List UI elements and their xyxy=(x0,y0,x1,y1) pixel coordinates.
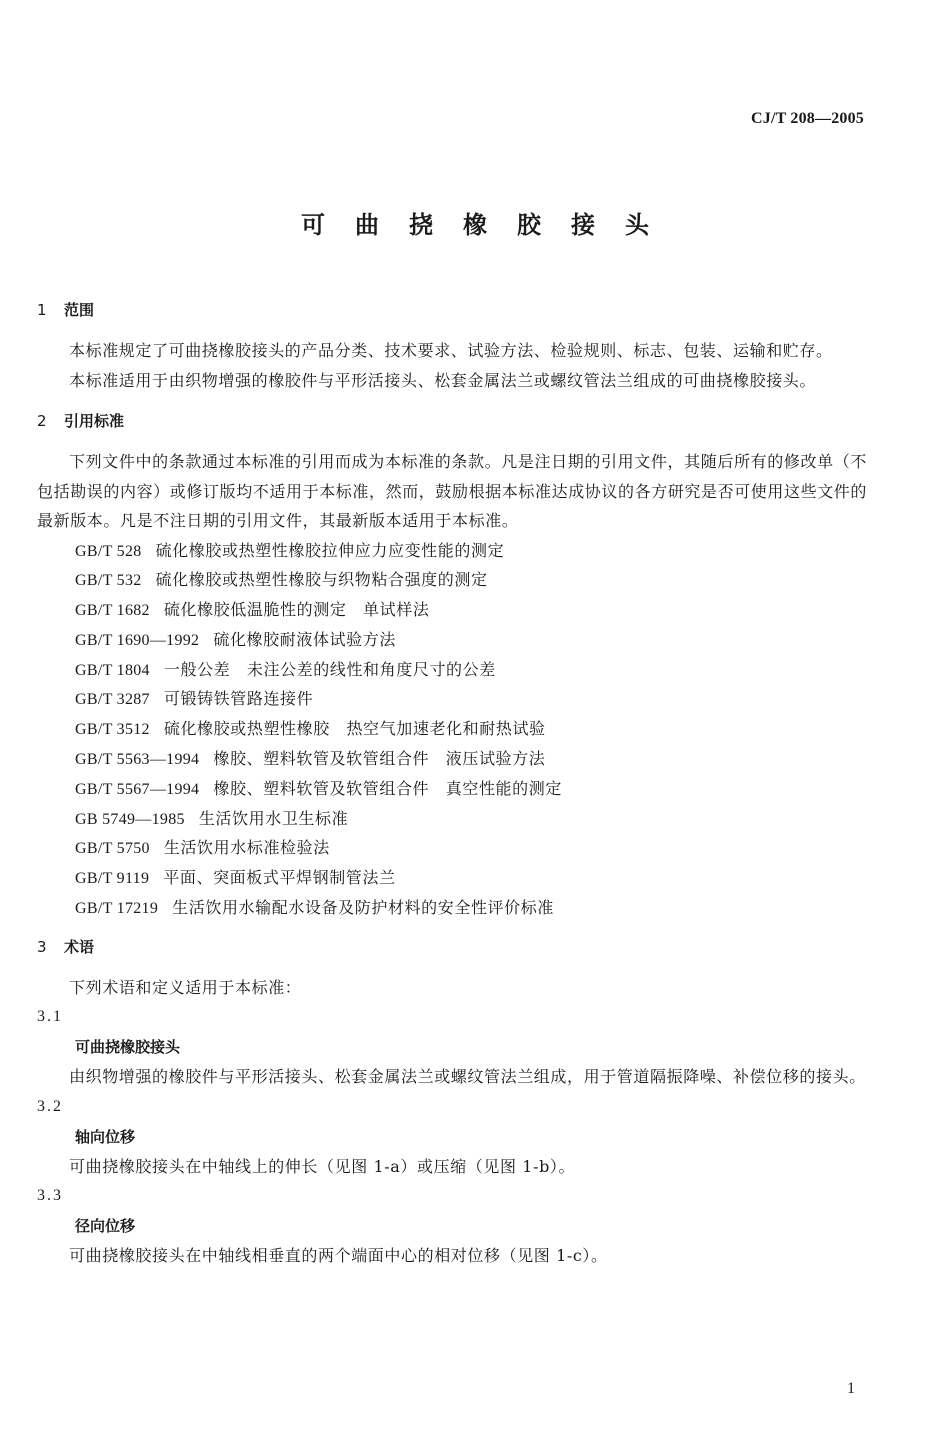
reference-code: GB 5749—1985 xyxy=(75,810,185,828)
document-code: CJ/T 208—2005 xyxy=(751,110,864,127)
reference-item xyxy=(37,684,867,714)
reference-title: 生活饮用水标准检验法 xyxy=(163,838,330,858)
term-definition: 可曲挠橡胶接头在中轴线相垂直的两个端面中心的相对位移（见图 1-c）。 xyxy=(69,1246,608,1266)
term-number: 3.2 xyxy=(37,1097,63,1115)
term-number: 3.3 xyxy=(37,1187,63,1205)
reference-code: GB/T 1682 xyxy=(75,602,150,620)
section-title: 范围 xyxy=(64,301,95,319)
page-number: 1 xyxy=(847,1380,855,1397)
reference-title: 生活饮用水输配水设备及防护材料的安全性评价标准 xyxy=(172,898,554,918)
term-name: 径向位移 xyxy=(75,1217,136,1236)
reference-title: 生活饮用水卫生标准 xyxy=(198,808,349,828)
reference-code: GB/T 17219 xyxy=(75,900,159,918)
section-heading-terms xyxy=(37,935,867,959)
section-number: 3 xyxy=(37,937,47,956)
term-name: 轴向位移 xyxy=(75,1127,136,1146)
reference-title: 橡胶、塑料软管及软管组合件 液压试验方法 xyxy=(213,749,546,769)
reference-code: GB/T 1690—1992 xyxy=(75,631,200,649)
reference-title: 硫化橡胶或热塑性橡胶与织物粘合强度的测定 xyxy=(155,570,488,590)
section-heading-references xyxy=(37,409,867,433)
scope-paragraph: 本标准适用于由织物增强的橡胶件与平形活接头、松套金属法兰或螺纹管法兰组成的可曲挠橡胶接头。 xyxy=(69,370,817,390)
reference-item xyxy=(37,893,867,923)
reference-title: 硫化橡胶或热塑性橡胶 热空气加速老化和耐热试验 xyxy=(163,719,546,739)
reference-item xyxy=(37,625,867,655)
section-title: 术语 xyxy=(64,937,95,956)
term-definition: 可曲挠橡胶接头在中轴线上的伸长（见图 1-a）或压缩（见图 1-b）。 xyxy=(69,1156,576,1176)
section-number: 1 xyxy=(37,301,47,319)
reference-code: GB/T 3287 xyxy=(75,691,150,709)
reference-code: GB/T 532 xyxy=(75,572,142,590)
reference-item xyxy=(37,744,867,774)
reference-item xyxy=(37,536,867,566)
reference-code: GB/T 5567—1994 xyxy=(75,780,200,798)
term-name: 可曲挠橡胶接头 xyxy=(75,1038,181,1057)
reference-title: 一般公差 未注公差的线性和角度尺寸的公差 xyxy=(163,659,496,679)
reference-title: 硫化橡胶耐液体试验方法 xyxy=(213,629,396,649)
document-body xyxy=(37,298,867,1271)
reference-title: 硫化橡胶或热塑性橡胶拉伸应力应变性能的测定 xyxy=(155,540,505,560)
term-number: 3.1 xyxy=(37,1008,63,1026)
reference-code: GB/T 5750 xyxy=(75,840,150,858)
reference-code: GB/T 528 xyxy=(75,542,142,560)
reference-item xyxy=(37,833,867,863)
reference-item xyxy=(37,863,867,893)
reference-item xyxy=(37,565,867,595)
terms-intro: 下列术语和定义适用于本标准： xyxy=(69,977,302,997)
section-title: 引用标准 xyxy=(64,412,125,430)
term-definition: 由织物增强的橡胶件与平形活接头、松套金属法兰或螺纹管法兰组成，用于管道隔振降噪、补偿位移的接头。 xyxy=(69,1067,866,1087)
reference-code: GB/T 1804 xyxy=(75,661,150,679)
reference-code: GB/T 5563—1994 xyxy=(75,751,200,769)
reference-title: 可锻铸铁管路连接件 xyxy=(163,689,314,709)
references-intro: 下列文件中的条款通过本标准的引用而成为本标准的条款。凡是注日期的引用文件，其随后所有的修改单（不包括勘误的内容）或修订版均不适用于本标准，然而，鼓励根据本标准达成协议的各方研究是否可使用这些文件的最新版本。凡是不注日期的引用文件，其最新版本适用于本标准。 xyxy=(37,452,868,530)
section-heading-scope xyxy=(37,298,867,322)
reference-item xyxy=(37,804,867,834)
reference-item xyxy=(37,774,867,804)
scope-paragraph: 本标准规定了可曲挠橡胶接头的产品分类、技术要求、试验方法、检验规则、标志、包装、运输和贮存。 xyxy=(69,341,833,360)
document-title: 可曲挠橡胶接头 xyxy=(301,211,679,239)
reference-code: GB/T 3512 xyxy=(75,721,150,739)
reference-title: 硫化橡胶低温脆性的测定 单试样法 xyxy=(163,600,430,620)
reference-code: GB/T 9119 xyxy=(75,870,150,888)
reference-title: 平面、突面板式平焊钢制管法兰 xyxy=(163,868,396,888)
reference-item xyxy=(37,655,867,685)
section-number: 2 xyxy=(37,412,47,430)
reference-item xyxy=(37,714,867,744)
reference-item xyxy=(37,595,867,625)
reference-title: 橡胶、塑料软管及软管组合件 真空性能的测定 xyxy=(213,778,562,798)
reference-list xyxy=(37,536,867,923)
